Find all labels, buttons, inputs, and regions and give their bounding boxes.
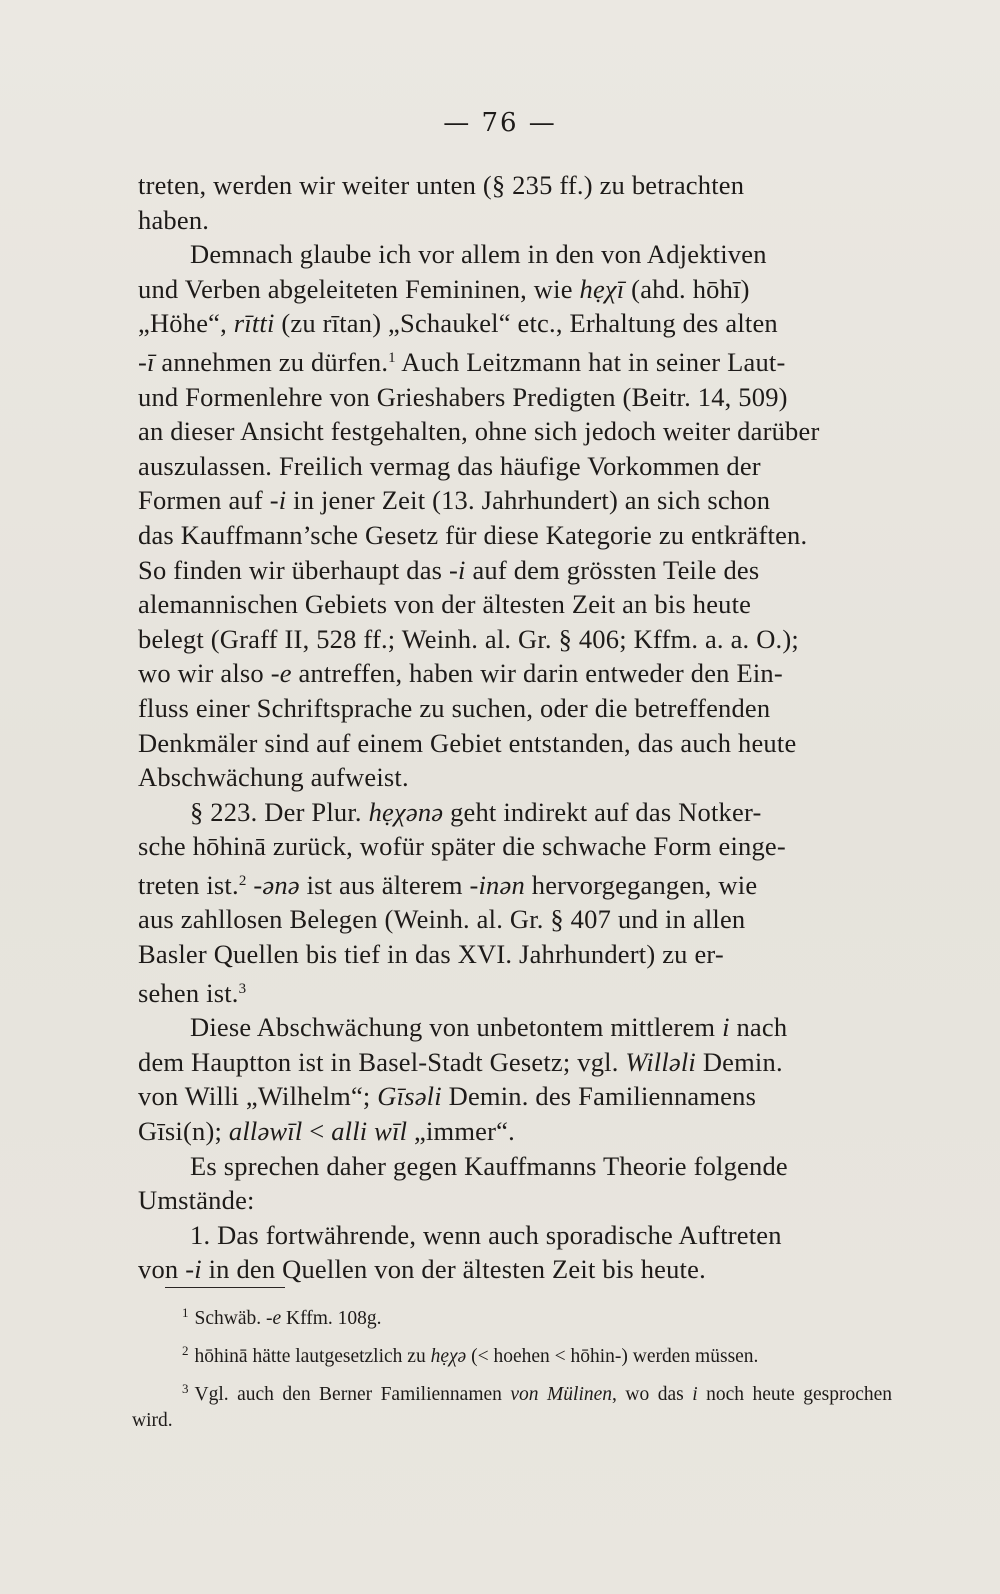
text-run: Schwäb. — [194, 1308, 266, 1329]
text-run: Kffm. 108g. — [281, 1308, 382, 1329]
italic-word: -ənə — [253, 869, 300, 900]
text-run: (zu rītan) „Schaukel“ etc., Erhaltung des alten — [274, 308, 778, 339]
text-run: Auch Leitzmann hat in seiner Laut- — [395, 346, 786, 377]
text-run: ist aus älterem — [299, 869, 470, 900]
text-run: dem Hauptton ist in Basel-Stadt Gesetz; vgl. — [138, 1046, 626, 1077]
text-line: fluss einer Schriftsprache zu suchen, oder die betreffenden — [138, 692, 771, 723]
text-run: sehen ist. — [138, 977, 239, 1008]
text-run: auf dem grössten Teile des — [465, 554, 760, 585]
italic-word: -ī — [138, 346, 155, 377]
italic-word: alləwīl — [228, 1116, 303, 1147]
footnote-number: 3 — [182, 1381, 189, 1396]
footnote-number: 1 — [182, 1305, 189, 1320]
italic-word: alli wīl — [331, 1116, 408, 1147]
italic-word: -i — [185, 1254, 202, 1285]
text-line: aus zahllosen Belegen (Weinh. al. Gr. § 407 und in allen — [138, 904, 746, 935]
main-text — [138, 168, 898, 1287]
paragraph-2 — [138, 237, 898, 795]
text-line: Demnach glaube ich vor allem in den von Adjektiven — [190, 239, 767, 270]
text-line: 1. Das fortwährende, wenn auch sporadische Auftreten — [190, 1219, 782, 1250]
text-line: alemannischen Gebiets von der ältesten Zeit an bis heute — [138, 589, 752, 620]
italic-word: i — [692, 1384, 698, 1405]
text-run: „immer“. — [407, 1116, 515, 1147]
text-run: und Verben abgeleiteten Femininen, wie — [138, 273, 580, 304]
text-run: Diese Abschwächung von unbetontem mittlerem — [190, 1012, 723, 1043]
text-run: von — [138, 1254, 186, 1285]
footnote-ref-1[interactable]: 1 — [388, 349, 396, 366]
paragraph-5 — [138, 1149, 898, 1218]
italic-word: -inən — [469, 869, 525, 900]
italic-word: rītti — [233, 308, 275, 339]
italic-word: hẹχə — [430, 1346, 467, 1367]
text-line: Umstände: — [138, 1185, 255, 1216]
text-line: treten, werden wir weiter unten (§ 235 ff.) zu betrachten — [138, 170, 745, 200]
text-run: So finden wir überhaupt das — [138, 554, 450, 585]
text-line: Es sprechen daher gegen Kauffmanns Theorie folgende — [190, 1150, 788, 1181]
text-line: auszulassen. Freilich vermag das häufige Vorkommen der — [138, 450, 761, 481]
footnote-3 — [132, 1376, 892, 1434]
text-run: Demin. des Familiennamens — [441, 1081, 757, 1112]
text-run: hōhinā hätte lautgesetzlich zu — [194, 1346, 431, 1367]
text-line: das Kauffmann’sche Gesetz für diese Kategorie zu entkräften. — [138, 519, 808, 550]
text-run: geht indirekt auf das Notker- — [443, 796, 762, 827]
text-run: , wo das — [612, 1384, 693, 1405]
text-run: Formen auf — [138, 485, 270, 516]
text-run: Demin. — [696, 1046, 783, 1077]
text-run: noch heute gesprochen wird. — [132, 1384, 893, 1431]
paragraph-4 — [138, 1010, 898, 1148]
italic-word: i — [722, 1012, 730, 1043]
italic-word: hẹχənə — [368, 796, 444, 827]
text-run: treten ist. — [138, 869, 239, 900]
text-line: Abschwächung aufweist. — [138, 762, 409, 793]
text-run: Vgl. auch den Berner Familiennamen — [194, 1384, 511, 1405]
italic-word: Gīsəli — [377, 1081, 442, 1112]
text-run: in jener Zeit (13. Jahrhundert) an sich schon — [286, 485, 771, 516]
text-run: nach — [729, 1012, 788, 1043]
footnote-2 — [132, 1338, 892, 1370]
paragraph-6 — [138, 1218, 898, 1287]
text-run: antreffen, haben wir darin entweder den Ein- — [291, 658, 783, 689]
text-line: Basler Quellen bis tief in das XVI. Jahrhundert) zu er- — [138, 939, 724, 970]
text-line: haben. — [138, 204, 210, 235]
italic-word: -e — [270, 658, 292, 689]
footnote-ref-2[interactable]: 2 — [238, 872, 247, 889]
text-run: < — [302, 1116, 332, 1147]
italic-word: hẹχī — [579, 273, 625, 304]
page-number: — 76 — — [443, 108, 557, 138]
paragraph-1 — [138, 168, 898, 237]
text-line: an dieser Ansicht festgehalten, ohne sich jedoch weiter darüber — [138, 416, 820, 447]
text-run: (< hoehen < hōhin-) werden müssen. — [466, 1346, 759, 1367]
footnote-number: 2 — [182, 1343, 189, 1358]
paragraph-3 — [138, 795, 898, 1011]
footnotes — [132, 1300, 892, 1440]
text-run: § 223. Der Plur. — [190, 796, 369, 827]
text-run: Gīsi(n); — [138, 1116, 229, 1147]
text-run: in den Quellen von der ältesten Zeit bis heute. — [201, 1254, 706, 1285]
footnote-ref-3[interactable]: 3 — [238, 980, 247, 997]
text-run: „Höhe“, — [138, 308, 234, 339]
text-line: belegt (Graff II, 528 ff.; Weinh. al. Gr. § 406; Kffm. a. a. O.); — [138, 623, 799, 654]
text-run: von Willi „Wilhelm“; — [138, 1081, 378, 1112]
text-line: Denkmäler sind auf einem Gebiet entstanden, das auch heute — [138, 727, 797, 758]
text-run: annehmen zu dürfen. — [154, 346, 389, 377]
italic-word: Willəli — [625, 1046, 696, 1077]
italic-word: von Mülinen — [510, 1384, 613, 1405]
text-line: sche hōhinā zurück, wofür später die schwache Form einge- — [138, 831, 786, 862]
italic-word: -i — [269, 485, 287, 516]
footnote-divider — [165, 1287, 285, 1288]
italic-word: -i — [449, 554, 466, 585]
italic-word: -e — [266, 1308, 282, 1329]
text-run: (ahd. hōhī) — [624, 273, 750, 304]
text-run: wo wir also — [138, 658, 271, 689]
text-run: hervorgegangen, wie — [524, 869, 758, 900]
footnote-1 — [132, 1300, 892, 1332]
text-line: und Formenlehre von Grieshabers Predigten (Beitr. 14, 509) — [138, 381, 788, 412]
